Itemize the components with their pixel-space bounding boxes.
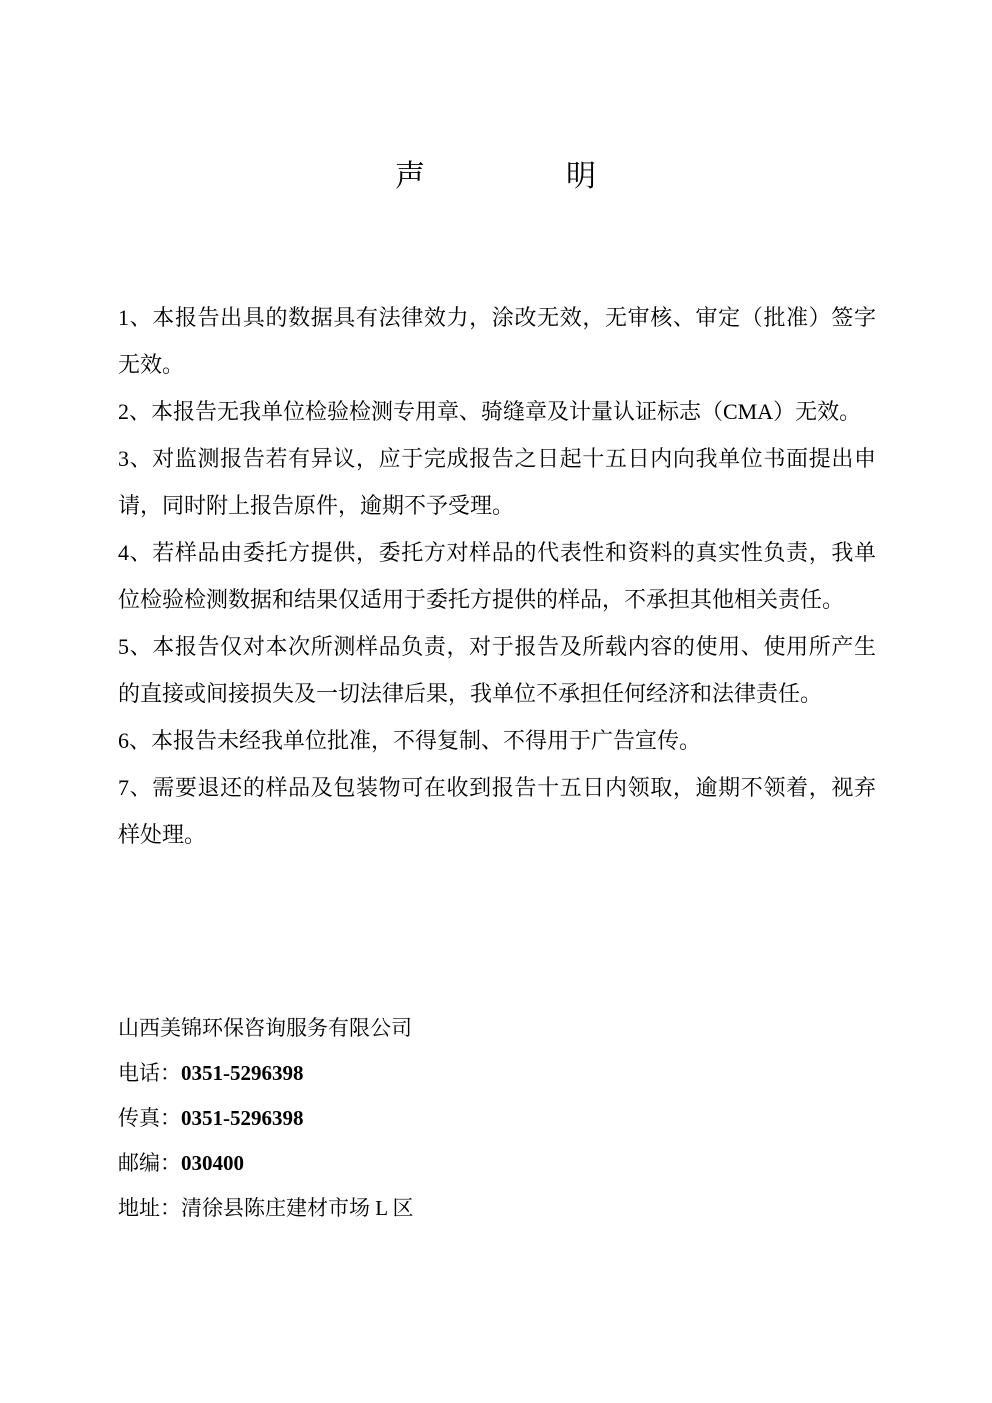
address-label: 地址：: [118, 1196, 181, 1220]
fax-label: 传真：: [118, 1106, 181, 1130]
statement-list: [118, 294, 876, 858]
postcode-line: [118, 1141, 876, 1186]
statement-item-4: 4、若样品由委托方提供，委托方对样品的代表性和资料的真实性负责，我单位检验检测数据和结果仅适用于委托方提供的样品，不承担其他相关责任。: [118, 540, 876, 612]
address-value: 清徐县陈庄建材市场 L 区: [181, 1196, 414, 1220]
statement-item-7: 7、需要退还的样品及包装物可在收到报告十五日内领取，逾期不领着，视弃样处理。: [118, 775, 876, 847]
phone-line: [118, 1051, 876, 1096]
page-title: [0, 158, 992, 196]
postcode-value: 030400: [181, 1151, 244, 1175]
page-title-char-left: 声: [395, 160, 426, 193]
statement-item-6: 6、本报告未经我单位批准，不得复制、不得用于广告宣传。: [118, 728, 702, 753]
company-name: 山西美锦环保咨询服务有限公司: [118, 1016, 412, 1040]
address-line: [118, 1186, 876, 1231]
statement-item-3: 3、对监测报告若有异议，应于完成报告之日起十五日内向我单位书面提出申请，同时附上报告原件，逾期不予受理。: [118, 446, 876, 518]
phone-label: 电话：: [118, 1061, 181, 1085]
postcode-label: 邮编：: [118, 1151, 181, 1175]
page-title-char-right: 明: [566, 160, 597, 193]
fax-value: 0351-5296398: [181, 1106, 304, 1130]
phone-value: 0351-5296398: [181, 1061, 304, 1085]
company-contact-block: [118, 1006, 876, 1231]
statement-item-2: 2、本报告无我单位检验检测专用章、骑缝章及计量认证标志（CMA）无效。: [118, 399, 862, 424]
fax-line: [118, 1096, 876, 1141]
statement-item-1: 1、本报告出具的数据具有法律效力，涂改无效，无审核、审定（批准）签字无效。: [118, 305, 876, 377]
statement-item-5: 5、本报告仅对本次所测样品负责，对于报告及所载内容的使用、使用所产生的直接或间接损失及一切法律后果，我单位不承担任何经济和法律责任。: [118, 634, 876, 706]
